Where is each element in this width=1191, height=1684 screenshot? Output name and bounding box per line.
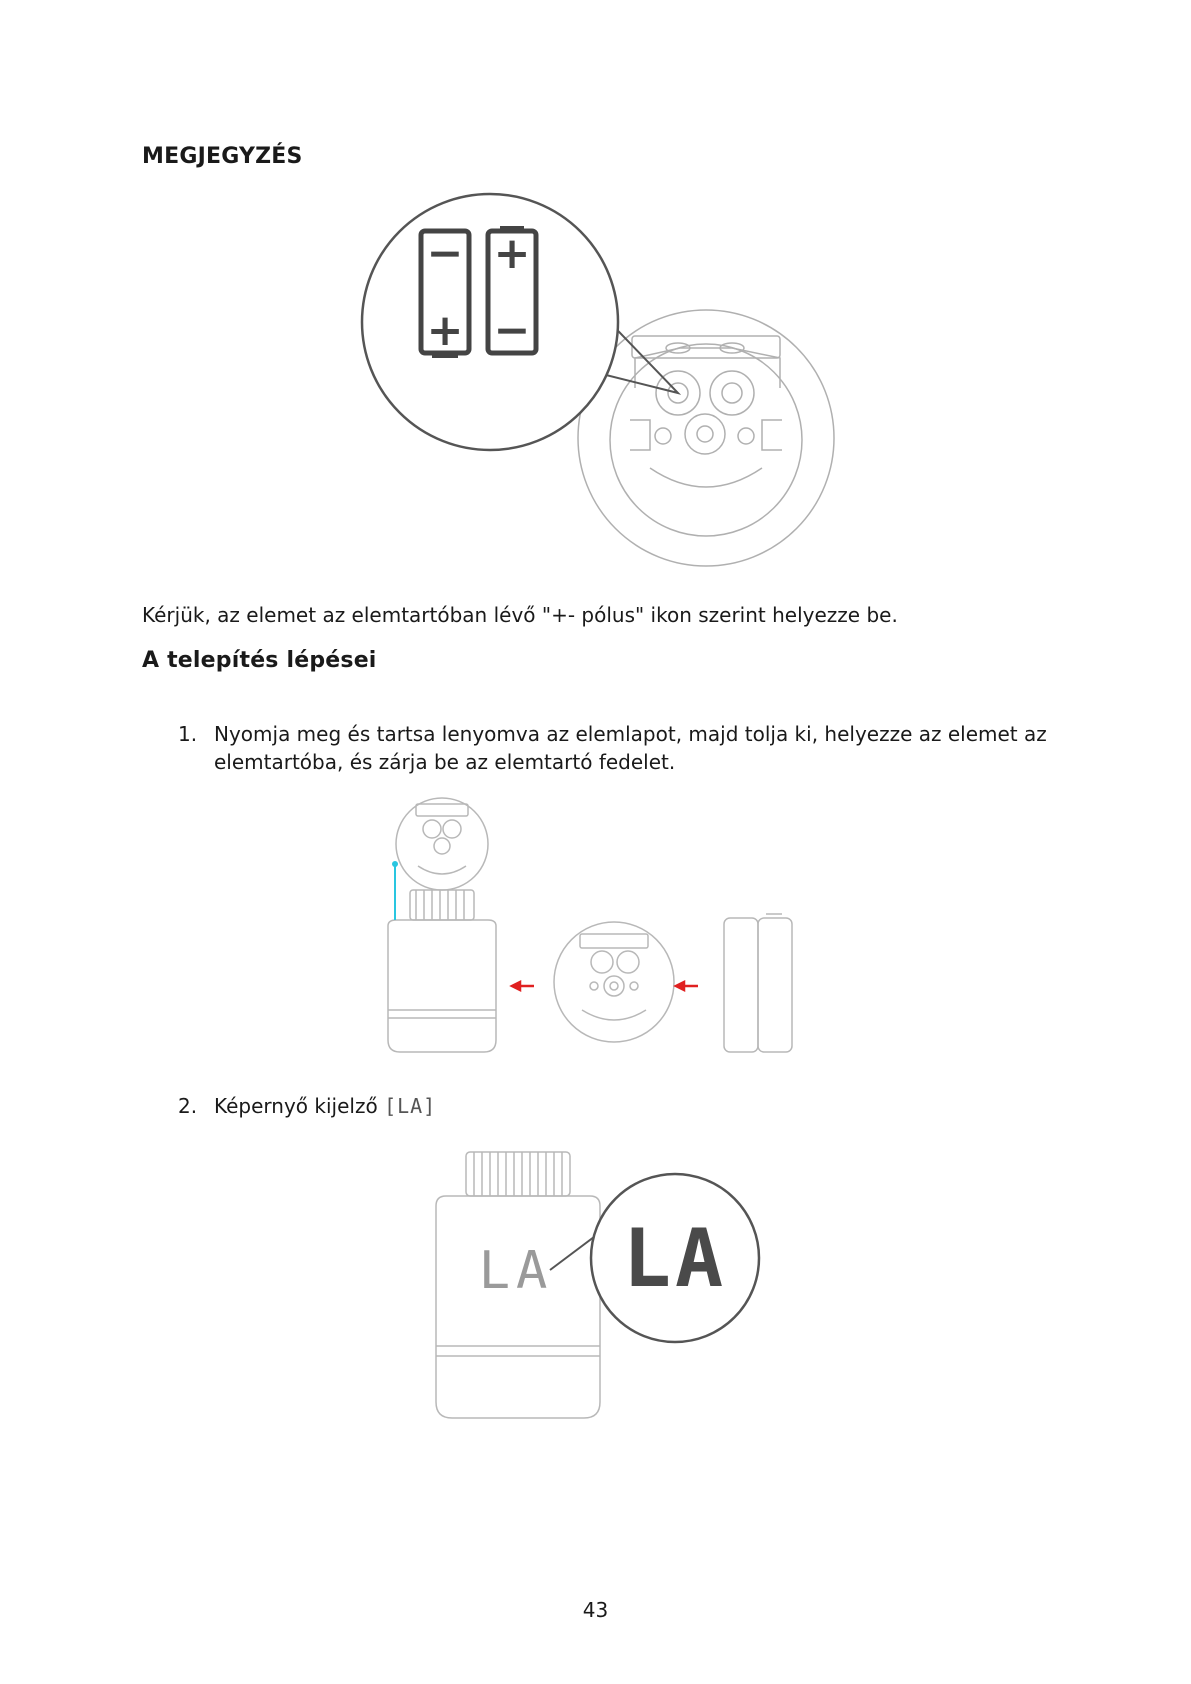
cyan-indicator-dot bbox=[392, 861, 398, 867]
insert-arrow-left bbox=[512, 982, 534, 990]
step-1-text: Nyomja meg és tartsa lenyomva az elemlapot, majd tolja ki, helyezze az elemet az elemtartóba, és zárja be az elemtartó fedelet. bbox=[214, 722, 1047, 774]
screen-text-small: LA bbox=[478, 1241, 554, 1301]
polarity-instruction: Kérjük, az elemet az elemtartóban lévő "+- pólus" ikon szerint helyezze be. bbox=[142, 603, 898, 627]
compartment-detail-top bbox=[396, 798, 488, 890]
step-2-number: 2. bbox=[178, 1094, 198, 1118]
insert-arrow-right bbox=[676, 982, 698, 990]
step-2-label: Képernyő kijelző bbox=[214, 1094, 378, 1118]
install-heading: A telepítés lépései bbox=[142, 648, 377, 673]
note-heading: MEGJEGYZÉS bbox=[142, 144, 303, 169]
screen-display-figure bbox=[432, 1152, 772, 1422]
screen-text-zoomed: LA bbox=[622, 1212, 728, 1305]
battery-insertion-figure bbox=[382, 796, 802, 1066]
minus-sign-right: − bbox=[493, 305, 531, 356]
step-2-text bbox=[214, 1092, 436, 1120]
thermostat-body bbox=[436, 1196, 600, 1418]
page-number: 43 bbox=[582, 1598, 609, 1622]
plus-sign-left: + bbox=[426, 305, 464, 356]
battery-polarity-figure bbox=[360, 188, 820, 568]
display-code: [LA] bbox=[384, 1094, 437, 1118]
battery-a bbox=[724, 918, 758, 1052]
battery-b bbox=[758, 918, 792, 1052]
thermostat-body bbox=[388, 920, 496, 1052]
plus-sign-right: + bbox=[493, 228, 531, 279]
minus-sign-left: − bbox=[426, 228, 464, 279]
step-1-number: 1. bbox=[178, 722, 198, 746]
